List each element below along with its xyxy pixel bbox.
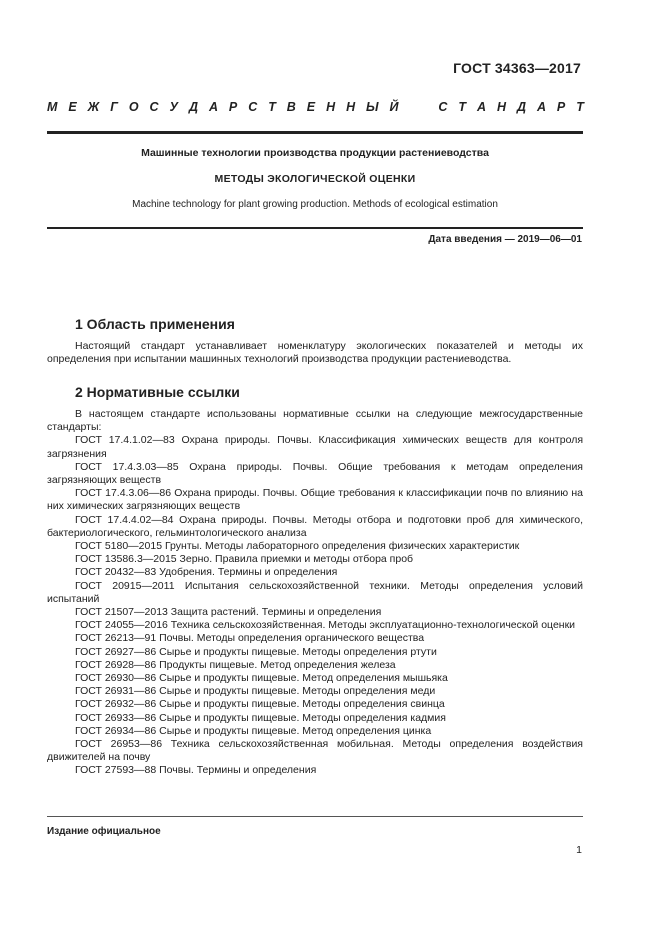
standard-type-letter: Д — [188, 100, 198, 114]
standard-type-heading — [47, 100, 584, 114]
reference-item: ГОСТ 26931—86 Сырье и продукты пищевые. Методы определения меди — [75, 685, 436, 698]
standard-type-letter: Е — [306, 100, 316, 114]
standard-type-letter: А — [536, 100, 546, 114]
standard-type-letter: С — [438, 100, 448, 114]
standard-type-letter: А — [476, 100, 487, 114]
standard-type-letter: Т — [458, 100, 467, 114]
reference-item: ГОСТ 5180—2015 Грунты. Методы лабораторного определения физических характеристик — [75, 540, 520, 553]
standard-type-letter: Й — [389, 100, 399, 114]
normative-references — [47, 408, 583, 778]
section-heading-scope: 1 Область применения — [75, 316, 235, 332]
standard-type-letter: Ы — [366, 100, 379, 114]
reference-item: ГОСТ 20915—2011 Испытания сельскохозяйственной техники. Методы определения условий испытаний — [47, 579, 583, 605]
reference-item: ГОСТ 26932—86 Сырье и продукты пищевые. Методы определения свинца — [75, 698, 445, 711]
footer-rule — [47, 816, 583, 817]
standard-type-letter: Т — [268, 100, 276, 114]
standard-type-letter: Н — [346, 100, 356, 114]
references-intro: В настоящем стандарте использованы нормативные ссылки на следующие межгосударственные стандарты: — [47, 408, 583, 434]
reference-item: ГОСТ 26934—86 Сырье и продукты пищевые. Метод определения цинка — [75, 724, 432, 737]
official-edition-note: Издание официальное — [47, 826, 161, 837]
standard-type-letter: О — [128, 100, 139, 114]
reference-item: ГОСТ 26927—86 Сырье и продукты пищевые. Методы определения ртути — [75, 645, 437, 658]
standard-type-letter: Е — [68, 100, 77, 114]
reference-item: ГОСТ 21507—2013 Защита растений. Термины и определения — [75, 606, 382, 619]
standard-type-letter: У — [169, 100, 178, 114]
reference-item: ГОСТ 17.4.4.02—84 Охрана природы. Почвы. Методы отбора и подготовки проб для химического, бактериологического, гельминтологического анализа — [47, 513, 583, 539]
header-rule — [47, 131, 583, 134]
page-number: 1 — [576, 844, 582, 856]
reference-list — [47, 434, 583, 777]
reference-item: ГОСТ 26928—86 Продукты пищевые. Метод определения железа — [75, 658, 396, 671]
reference-item: ГОСТ 20432—83 Удобрения. Термины и определения — [75, 566, 338, 579]
reference-item: ГОСТ 13586.3—2015 Зерно. Правила приемки и методы отбора проб — [75, 553, 414, 566]
reference-item: ГОСТ 17.4.3.06—86 Охрана природы. Почвы. Общие требования к классификации почв по влиянию на них химических загрязняющих веществ — [47, 487, 583, 513]
standard-type-letter: Р — [228, 100, 238, 114]
reference-item: ГОСТ 24055—2016 Техника сельскохозяйственная. Методы эксплуатационно-технологической оценки — [75, 619, 576, 632]
standard-type-letter: С — [149, 100, 159, 114]
reference-item: ГОСТ 26953—86 Техника сельскохозяйственная мобильная. Методы определения воздействия движителей на почву — [47, 738, 583, 764]
reference-item: ГОСТ 26933—86 Сырье и продукты пищевые. Методы определения кадмия — [75, 711, 446, 724]
word-gap — [409, 100, 427, 114]
standard-type-letter: Н — [496, 100, 506, 114]
scope-paragraph: Настоящий стандарт устанавливает номенклатуру экологических показателей и методы их определения при испытании машинных технологий производства продукции растениеводства. — [47, 340, 583, 366]
reference-item: ГОСТ 27593—88 Почвы. Термины и определения — [75, 764, 317, 777]
title-russian: Машинные технологии производства продукции растениеводства — [141, 147, 489, 159]
standard-type-letter: С — [248, 100, 258, 114]
standard-type-letter: В — [286, 100, 296, 114]
standard-type-letter: М — [47, 100, 58, 114]
title-rule — [47, 227, 583, 229]
standard-type-letter: А — [208, 100, 218, 114]
reference-item: ГОСТ 17.4.1.02—83 Охрана природы. Почвы. Классификация химических веществ для контроля загрязнения — [47, 434, 583, 460]
title-methods: МЕТОДЫ ЭКОЛОГИЧЕСКОЙ ОЦЕНКИ — [214, 173, 416, 185]
introduction-date: Дата введения — 2019—06—01 — [428, 234, 582, 245]
reference-item: ГОСТ 26213—91 Почвы. Методы определения органического вещества — [75, 632, 425, 645]
document-code: ГОСТ 34363—2017 — [453, 60, 581, 76]
reference-item: ГОСТ 17.4.3.03—85 Охрана природы. Почвы. Общие требования к методам определения загрязняющих веществ — [47, 460, 583, 487]
section-heading-normative: 2 Нормативные ссылки — [75, 384, 240, 400]
standard-type-letter: Д — [516, 100, 526, 114]
title-english: Machine technology for plant growing production. Methods of ecological estimation — [132, 199, 498, 210]
standard-type-letter: Р — [556, 100, 566, 114]
standard-type-letter: Т — [576, 100, 584, 114]
reference-item: ГОСТ 26930—86 Сырье и продукты пищевые. Метод определения мышьяка — [75, 672, 448, 685]
standard-type-letter: Н — [326, 100, 336, 114]
standard-type-letter: Г — [110, 100, 118, 114]
standard-type-letter: Ж — [87, 100, 100, 114]
